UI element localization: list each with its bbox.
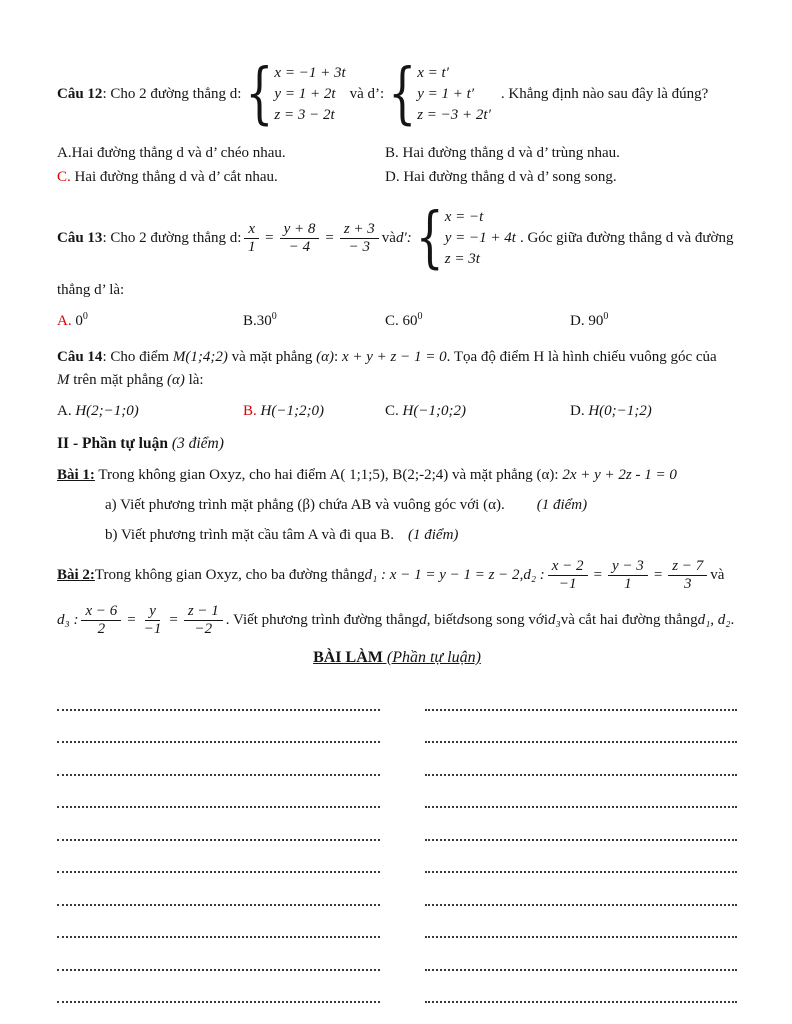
option-b: B. Hai đường thẳng d và d’ trùng nhau. — [385, 145, 620, 161]
answer-line — [425, 709, 737, 711]
brace-icon: { — [245, 54, 274, 132]
question-14-number: Câu 14 — [57, 349, 103, 365]
option-label: C. — [385, 313, 399, 329]
answer-line-row — [57, 808, 737, 841]
option-d: D. $90^0$ — [570, 311, 609, 329]
point-m: M(1;4;2) — [172, 349, 228, 365]
equation-system-dprime: { x = −t y = −1 + 4t z = 3t — [415, 198, 516, 276]
answer-line — [57, 936, 380, 938]
question-13-stem: Câu 13: Cho 2 đường thẳng d: — [57, 229, 242, 246]
answer-line — [57, 1001, 380, 1003]
option-label: B. — [243, 403, 257, 419]
answer-line — [425, 741, 737, 743]
answer-line — [425, 904, 737, 906]
question-13-number: Câu 13 — [57, 229, 103, 246]
answer-line-row — [57, 971, 737, 1004]
answer-line — [425, 806, 737, 808]
answer-line — [425, 871, 737, 873]
option-label: D. — [385, 168, 400, 185]
worksheet-heading: BÀI LÀM (Phần tự luận) — [313, 649, 481, 666]
option-a: A. H(2;−1;0) — [57, 403, 139, 419]
option-a: A.Hai đường thẳng d và d’ chéo nhau. — [57, 145, 286, 161]
option-label: A. — [57, 403, 72, 419]
option-label: C. — [57, 168, 71, 185]
fraction: $\frac{x}{1}$ — [244, 221, 259, 256]
problem-1a: a) Viết phương trình mặt phẳng (β) chứa AB và vuông góc với (α). (1 điểm) — [105, 497, 588, 513]
answer-lines — [57, 678, 737, 1003]
answer-line — [57, 709, 380, 711]
question-12-stem: Câu 12: Cho 2 đường thẳng d: — [57, 85, 242, 102]
fraction: $\frac{z - 1}{-2}$ — [184, 603, 223, 638]
problem-1: Bài 1: Trong không gian Oxyz, cho hai điểm A( 1;1;5), B(2;-2;4) và mặt phẳng (α): 2x + y + 2z - 1 = 0 — [57, 467, 677, 483]
answer-line-row — [57, 743, 737, 776]
answer-line-row — [57, 906, 737, 939]
dprime-label: d′: — [395, 229, 412, 246]
fraction: $\frac{z + 3}{- 3}$ — [340, 221, 379, 256]
fraction: $\frac{x - 6}{2}$ — [81, 603, 121, 638]
brace-icon: { — [388, 54, 417, 132]
section-2-title: II - Phần tự luận (3 điểm) — [57, 435, 224, 452]
line-d2-label: d₂ : — [523, 566, 545, 583]
option-label: B. — [243, 313, 257, 329]
problem-2-continued: d₃ : $\frac{x - 6}{2}$ = $\frac{y}{-1}$ = $\frac{z - 1}{-2}$ . Viết phương trình đường thẳng d , biết d song song với d₃ và cắt hai đường thẳng d₁, d₂ . — [57, 602, 735, 637]
fraction: $\frac{y + 8}{- 4}$ — [280, 221, 320, 256]
answer-line — [425, 936, 737, 938]
answer-line — [57, 741, 380, 743]
problem-1-label: Bài 1: — [57, 467, 95, 483]
problem-1b: b) Viết phương trình mặt cầu tâm A và đi qua B. (1 điểm) — [105, 527, 459, 543]
line-d3-label: d₃ : — [57, 611, 79, 628]
question-12-options — [57, 142, 737, 189]
answer-line-row — [57, 776, 737, 809]
answer-line-row — [57, 873, 737, 906]
line-d1: d₁ : x − 1 = y − 1 = z − 2 — [364, 566, 520, 583]
option-label: C. — [385, 403, 399, 419]
answer-line-row — [57, 841, 737, 874]
question-12: Câu 12: Cho 2 đường thẳng d: { x = −1 + 3t y = 1 + 2t z = 3 − 2t và d’: { x = t′ y = 1 + t′ z = −3 + 2t′ . Khẳng định nào sau đây là đúng? — [57, 54, 709, 132]
question-14-options — [57, 399, 737, 423]
option-c: C. Hai đường thẳng d và d’ cắt nhau. — [57, 168, 278, 185]
answer-line-row — [57, 678, 737, 711]
points-badge: (1 điểm) — [408, 527, 459, 543]
fraction: $\frac{x - 2}{-1}$ — [548, 558, 588, 593]
option-label: B. — [385, 145, 399, 161]
option-label: A. — [57, 313, 72, 329]
fraction: $\frac{y - 3}{1}$ — [608, 558, 648, 593]
option-label: D. — [570, 403, 585, 419]
brace-icon: { — [415, 198, 444, 276]
equation-system-d: { x = −1 + 3t y = 1 + 2t z = 3 − 2t — [245, 54, 346, 132]
fraction: $\frac{z - 7}{3}$ — [668, 558, 707, 593]
answer-line — [425, 969, 737, 971]
answer-line — [57, 839, 380, 841]
question-13: Câu 13: Cho 2 đường thẳng d: $\frac{x}{1}$ = $\frac{y + 8}{- 4}$ = $\frac{z + 3}{- 3}$ và d′: { x = −t y = −1 + 4t z = 3t . Góc giữa đường thẳng d và đường — [57, 198, 734, 276]
answer-line-row — [57, 938, 737, 971]
option-a: A. $0^0$ — [57, 311, 88, 329]
answer-line — [425, 774, 737, 776]
answer-line — [57, 871, 380, 873]
answer-line — [57, 904, 380, 906]
answer-line — [57, 774, 380, 776]
question-14: Câu 14: Cho điểm M(1;4;2) và mặt phẳng (α): x + y + z − 1 = 0. Tọa độ điểm H là hình chiếu vuông góc của — [57, 349, 717, 365]
option-c: C. H(−1;0;2) — [385, 403, 466, 419]
plane-equation: x + y + z − 1 = 0 — [341, 349, 447, 365]
question-12-number: Câu 12 — [57, 85, 103, 102]
points-badge: (1 điểm) — [536, 497, 588, 513]
problem-1-equation: 2x + y + 2z - 1 = 0 — [562, 467, 677, 483]
answer-line — [57, 969, 380, 971]
question-14-continued: M trên mặt phẳng (α) là: — [57, 372, 204, 388]
option-d: D. Hai đường thẳng d và d’ song song. — [385, 168, 617, 185]
plane-alpha: (α) — [316, 349, 335, 365]
option-d: D. H(0;−1;2) — [570, 403, 652, 419]
option-b: $B.30^0$ — [243, 311, 277, 329]
option-label: D. — [570, 313, 585, 329]
question-13-continued: thẳng d’ là: — [57, 282, 125, 298]
problem-2-label: Bài 2: — [57, 566, 95, 583]
answer-line — [57, 806, 380, 808]
fraction: $\frac{y}{-1}$ — [143, 602, 162, 637]
answer-line — [425, 1001, 737, 1003]
question-13-options — [57, 309, 737, 333]
answer-line — [425, 839, 737, 841]
option-label: A. — [57, 145, 72, 161]
problem-2: Bài 2: Trong không gian Oxyz, cho ba đường thẳng d₁ : x − 1 = y − 1 = z − 2 , d₂ : $\frac{x - 2}{-1}$ = $\frac{y - 3}{1}$ = $\frac{z - 7}{3}$ và — [57, 557, 725, 592]
option-c: C. $60^0$ — [385, 311, 423, 329]
equation-system-dprime: { x = t′ y = 1 + t′ z = −3 + 2t′ — [388, 54, 491, 132]
option-b: B. H(−1;2;0) — [243, 403, 324, 419]
answer-line-row — [57, 711, 737, 744]
